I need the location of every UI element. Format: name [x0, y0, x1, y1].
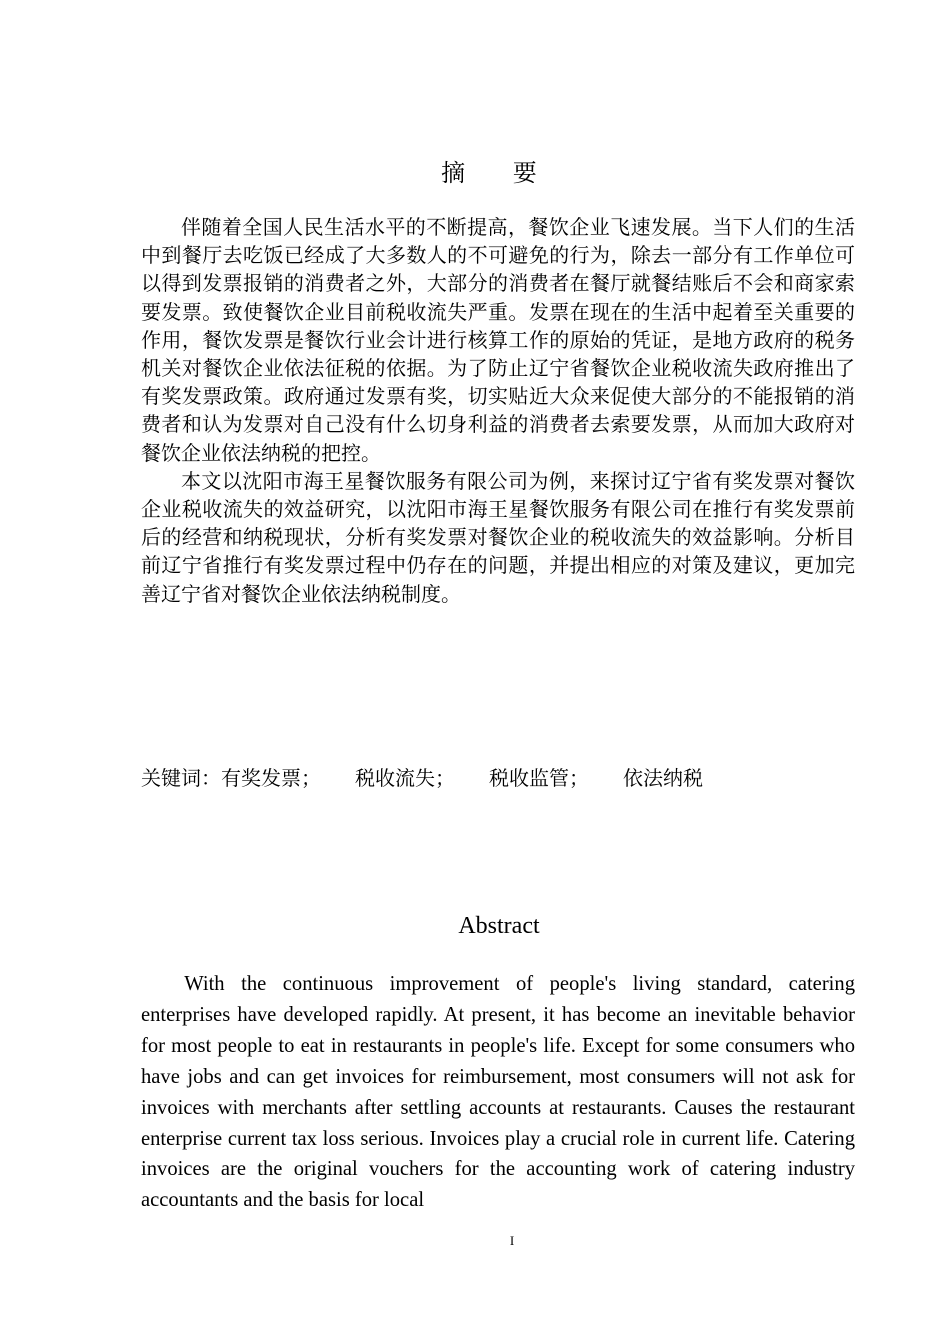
abstract-cn-title: 摘 要	[441, 159, 557, 187]
keywords-label: 关键词：	[141, 766, 221, 790]
abstract-cn-body	[141, 213, 855, 608]
page-number: I	[509, 1233, 515, 1248]
abstract-cn-paragraph-2: 本文以沈阳市海王星餐饮服务有限公司为例，来探讨辽宁省有奖发票对餐饮企业税收流失的效益研究，以沈阳市海王星餐饮服务有限公司在推行有奖发票前后的经营和纳税现状，分析有奖发票对餐饮企业的税收流失的效益影响。分析目前辽宁省推行有奖发票过程中仍存在的问题，并提出相应的对策及建议，更加完善辽宁省对餐饮企业依法纳税制度。	[141, 468, 855, 606]
keyword-item: 依法纳税	[623, 766, 703, 790]
keyword-item: 税收流失；	[355, 766, 455, 790]
abstract-en-paragraph: With the continuous improvement of people's living standard, catering enterprises have developed rapidly. At present, it has become an inevitable behavior for most people to eat in restaurants in people's life. Except for some consumers who have jobs and can get invoices for reimbursement, most consumers will not ask for invoices with merchants after settling accounts at restaurants. Causes the restaurant enterprise current tax loss serious. Invoices play a crucial role in current life. Catering invoices are the original vouchers for the accounting work of catering industry accountants and the basis for local	[141, 973, 855, 1212]
abstract-en-title: Abstract	[458, 913, 540, 939]
keyword-item: 有奖发票；	[221, 766, 321, 790]
keyword-item: 税收监管；	[489, 766, 589, 790]
abstract-cn-paragraph-1: 伴随着全国人民生活水平的不断提高，餐饮企业飞速发展。当下人们的生活中到餐厅去吃饭已经成了大多数人的不可避免的行为，除去一部分有工作单位可以得到发票报销的消费者之外，大部分的消费者在餐厅就餐结账后不会和商家索要发票。致使餐饮企业目前税收流失严重。发票在现在的生活中起着至关重要的作用，餐饮发票是餐饮行业会计进行核算工作的原始的凭证，是地方政府的税务机关对餐饮企业依法征税的依据。为了防止辽宁省餐饮企业税收流失政府推出了有奖发票政策。政府通过发票有奖，切实贴近大众来促使大部分的不能报销的消费者和认为发票对自己没有什么切身利益的消费者去索要发票，从而加大政府对餐饮企业依法纳税的把控。	[141, 215, 855, 465]
keywords-line	[141, 764, 703, 792]
